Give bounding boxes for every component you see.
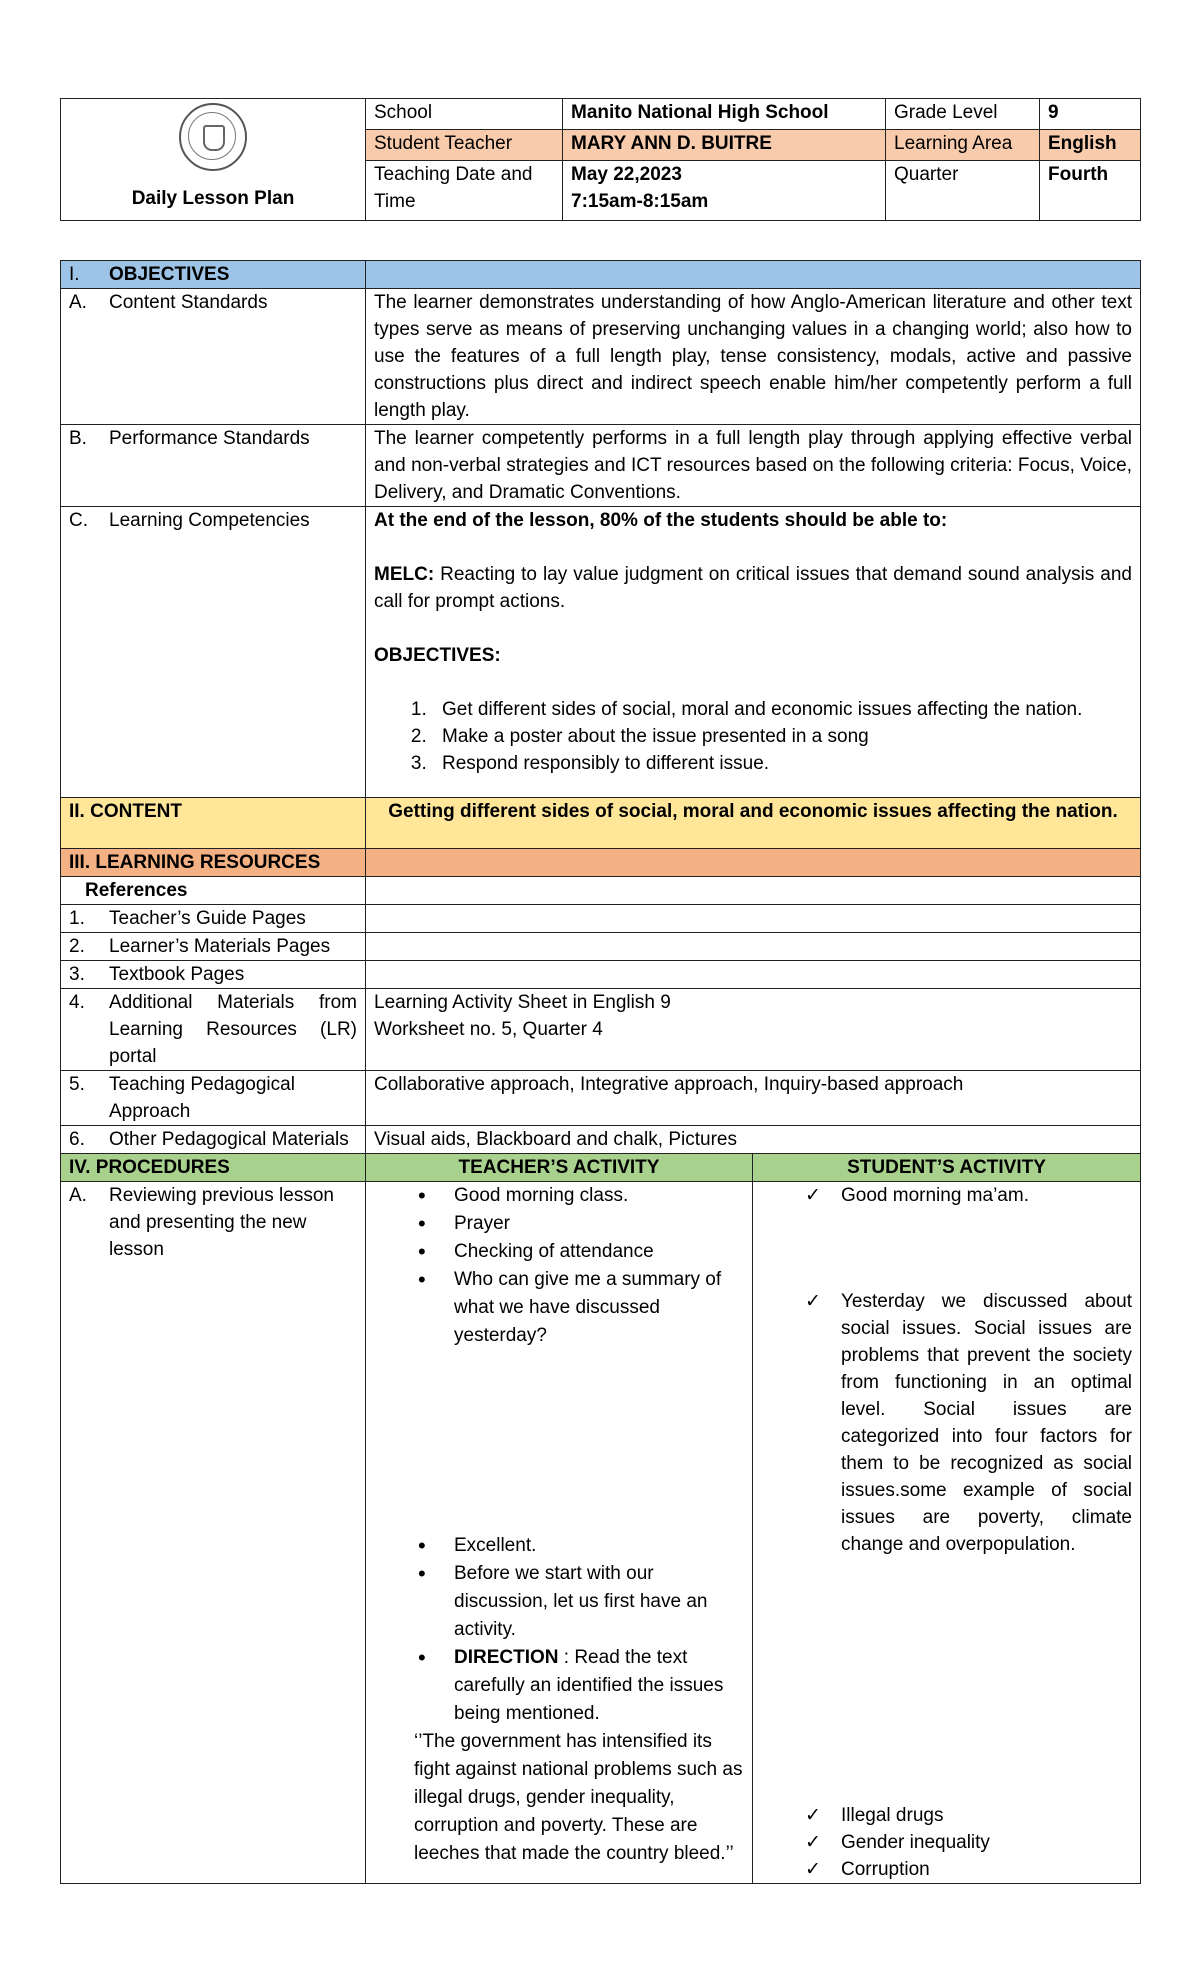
objectives-sublabel: OBJECTIVES:: [374, 645, 501, 666]
quarter-value: Fourth: [1040, 160, 1141, 220]
references-label: References: [61, 877, 366, 905]
teaching-date-label: Teaching Date and Time: [366, 160, 563, 220]
resource-label-text: Textbook Pages: [109, 964, 245, 985]
resource-num: 5.: [69, 1074, 85, 1095]
resource-label: [61, 989, 366, 1071]
melc-label: MELC:: [374, 564, 435, 585]
teacher-activity-heading: TEACHER’S ACTIVITY: [366, 1154, 753, 1182]
student-answer: ✓ Corruption: [801, 1856, 1132, 1883]
student-activity-heading: STUDENT’S ACTIVITY: [753, 1154, 1141, 1182]
objectives-heading: [61, 261, 366, 289]
teacher-activity-cell: [366, 1182, 753, 1884]
resource-value-line: Worksheet no. 5, Quarter 4: [374, 1019, 603, 1040]
resources-heading: III. LEARNING RESOURCES: [61, 849, 366, 877]
resource-num: 4.: [69, 992, 85, 1013]
teacher-activity-list: [374, 1532, 744, 1728]
resource-label-text: Other Pedagogical Materials: [109, 1129, 349, 1150]
learning-competencies-cell: [366, 507, 1141, 798]
content-label: II. CONTENT: [61, 798, 366, 849]
melc-paragraph: [374, 561, 1132, 615]
student-activity-cell: [753, 1182, 1141, 1884]
resource-label-text: Teacher’s Guide Pages: [109, 908, 306, 929]
teacher-item: • Checking of attendance: [414, 1238, 744, 1266]
resource-label-text: Teaching Pedagogical Approach: [109, 1074, 295, 1122]
melc-text: Reacting to lay value judgment on critical issues that demand sound analysis and call for prompt actions.: [374, 564, 1132, 612]
procedure-a-num: A.: [69, 1185, 87, 1206]
resource-value: [366, 989, 1141, 1071]
resource-value: Visual aids, Blackboard and chalk, Pictures: [366, 1126, 1141, 1154]
learning-competencies-label-text: Learning Competencies: [109, 510, 310, 531]
direction-label: DIRECTION: [454, 1647, 559, 1668]
content-standards-text: The learner demonstrates understanding of how Anglo-American literature and other text types serve as means of preserving unchanging values in a changing world; also how to use the features of a full length play, tense consistency, modals, active and passive constructions plus direct and indirect speech enable him/her competently perform a full length play.: [366, 289, 1141, 425]
procedures-heading: IV. PROCEDURES: [61, 1154, 366, 1182]
teacher-item: • Good morning class.: [414, 1182, 744, 1210]
resource-label: [61, 1071, 366, 1126]
objectives-heading-text: OBJECTIVES: [109, 264, 230, 285]
resource-value: [366, 933, 1141, 961]
student-summary-list: [761, 1288, 1132, 1558]
resource-value: [366, 905, 1141, 933]
resource-value: Collaborative approach, Integrative approach, Inquiry-based approach: [366, 1071, 1141, 1126]
quarter-label: Quarter: [886, 160, 1040, 220]
competencies-intro: At the end of the lesson, 80% of the students should be able to:: [374, 510, 948, 531]
resource-label-text: Learner’s Materials Pages: [109, 936, 331, 957]
student-answer: ✓ Yesterday we discussed about social issues. Social issues are problems that prevent the society from functioning in an optimal level. Social issues are categorized into four factors for them to be recognized as social issues.some example of social issues are poverty, climate change and overpopulation.: [801, 1288, 1132, 1558]
teaching-time: 7:15am-8:15am: [571, 190, 709, 212]
student-answer: ✓ Gender inequality: [801, 1829, 1132, 1856]
school-label: School: [366, 99, 563, 130]
direction-text: : Read the text carefully an identified the issues being mentioned.: [454, 1647, 724, 1724]
student-greeting-list: [761, 1182, 1132, 1209]
procedure-a-label: [61, 1182, 366, 1884]
grade-level-label: Grade Level: [886, 99, 1040, 130]
objective-item: 1. Get different sides of social, moral and economic issues affecting the nation.: [432, 696, 1132, 723]
performance-standards-label-text: Performance Standards: [109, 428, 310, 449]
header-table: [60, 98, 1141, 221]
resource-value: [366, 961, 1141, 989]
performance-standards-text: The learner competently performs in a full length play through applying effective verbal and non-verbal strategies and ICT resources based on the following criteria: Focus, Voice, Delivery, and Dramatic Conventions.: [366, 425, 1141, 507]
student-issues-list: [761, 1802, 1132, 1883]
teaching-date-value: [563, 160, 886, 220]
lesson-plan-table: [60, 260, 1141, 1884]
deped-seal-icon: [179, 103, 247, 171]
performance-standards-label: [61, 425, 366, 507]
procedure-a-text: Reviewing previous lesson and presenting the new lesson: [109, 1185, 334, 1260]
school-value: Manito National High School: [563, 99, 886, 130]
resource-label: [61, 905, 366, 933]
content-standards-label: [61, 289, 366, 425]
resource-num: 1.: [69, 908, 85, 929]
learning-area-label: Learning Area: [886, 129, 1040, 160]
resource-num: 6.: [69, 1129, 85, 1150]
performance-standards-num: B.: [69, 428, 87, 449]
quote-text: ‘’The government has intensified its fight against national problems such as illegal drugs, gender inequality, corruption and poverty. These are leeches that made the country bleed.’’: [414, 1731, 743, 1864]
content-text: Getting different sides of social, moral and economic issues affecting the nation.: [366, 798, 1141, 849]
learning-area-value: English: [1040, 129, 1141, 160]
student-teacher-label: Student Teacher: [366, 129, 563, 160]
teacher-item: • Excellent.: [414, 1532, 744, 1560]
resource-label: [61, 961, 366, 989]
direction-item: [414, 1644, 744, 1728]
grade-level-value: 9: [1040, 99, 1141, 130]
teacher-greeting-list: [374, 1182, 744, 1350]
teacher-item: • Before we start with our discussion, let us first have an activity.: [414, 1560, 744, 1644]
student-answer: ✓ Good morning ma’am.: [801, 1182, 1132, 1209]
resource-value-line: Learning Activity Sheet in English 9: [374, 992, 671, 1013]
logo-cell: [61, 99, 366, 221]
learning-competencies-num: C.: [69, 510, 88, 531]
teacher-item: • Who can give me a summary of what we have discussed yesterday?: [414, 1266, 744, 1350]
resource-num: 2.: [69, 936, 85, 957]
learning-competencies-label: [61, 507, 366, 798]
resource-label: [61, 1126, 366, 1154]
objectives-list: [374, 696, 1132, 777]
resource-label-text: Additional Materials from Learning Resources (LR) portal: [109, 992, 357, 1067]
content-standards-label-text: Content Standards: [109, 292, 268, 313]
student-teacher-value: MARY ANN D. BUITRE: [563, 129, 886, 160]
resources-heading-blank: [366, 849, 1141, 877]
document-title: Daily Lesson Plan: [131, 188, 295, 209]
resource-num: 3.: [69, 964, 85, 985]
objectives-num: I.: [69, 264, 80, 285]
student-answer: ✓ Illegal drugs: [801, 1802, 1132, 1829]
content-standards-num: A.: [69, 292, 87, 313]
resource-label: [61, 933, 366, 961]
teacher-item: • Prayer: [414, 1210, 744, 1238]
objective-item: 3. Respond responsibly to different issue.: [432, 750, 1132, 777]
objectives-heading-blank: [366, 261, 1141, 289]
references-blank: [366, 877, 1141, 905]
teaching-date: May 22,2023: [571, 163, 682, 185]
objective-item: 2. Make a poster about the issue presented in a song: [432, 723, 1132, 750]
